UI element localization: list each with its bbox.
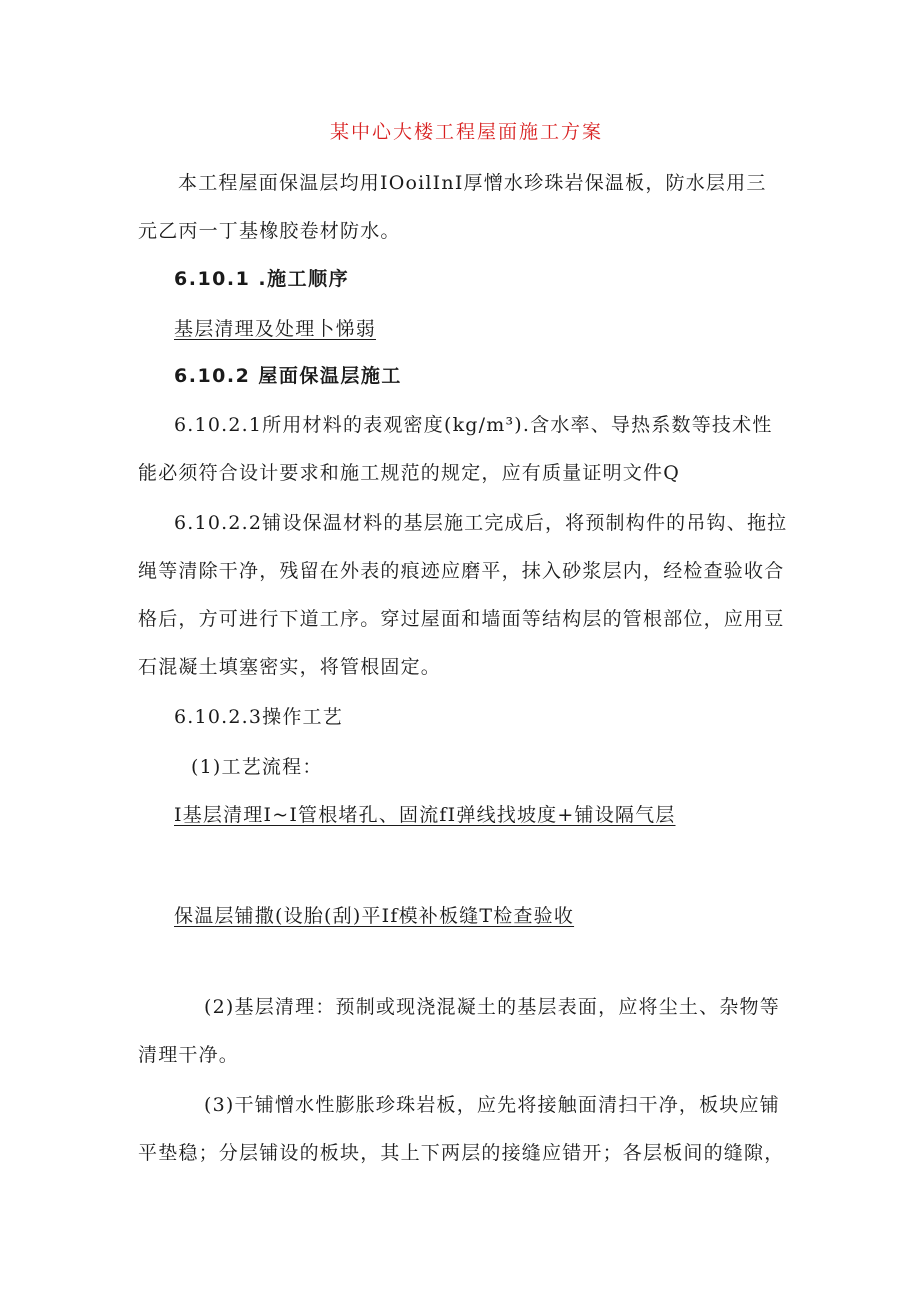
list-item-2-line-1: (2)基层清理：预制或现浇混凝土的基层表面，应将尘土、杂物等	[204, 996, 780, 1018]
process-flow-line-2: 保温层铺撒(设胎(刮)平If模补板缝T检查验收	[174, 905, 575, 927]
intro-paragraph-line-2: 元乙丙一丁基橡胶卷材防水。	[138, 220, 401, 242]
construction-sequence-text: 基层清理及处理卜悌弱	[174, 318, 377, 340]
list-item-3-line-2: 平垫稳；分层铺设的板块，其上下两层的接缝应错开；各层板间的缝隙，	[138, 1142, 785, 1164]
section-heading-6-10-2: 6.10.2 屋面保温层施工	[174, 365, 402, 387]
paragraph-6-10-2-2-line-3: 格后，方可进行下道工序。穿过屋面和墙面等结构层的管根部位，应用豆	[138, 608, 785, 630]
intro-paragraph-line-1: 本工程屋面保温层均用IOoilInI厚憎水珍珠岩保温板，防水层用三	[178, 172, 767, 194]
paragraph-6-10-2-2-line-1: 6.10.2.2铺设保温材料的基层施工完成后，将预制构件的吊钩、拖拉	[174, 512, 788, 534]
paragraph-6-10-2-2-line-4: 石混凝土填塞密实，将管根固定。	[138, 656, 442, 678]
section-heading-6-10-1: 6.10.1 .施工顺序	[174, 268, 350, 290]
paragraph-6-10-2-1-line-2: 能必须符合设计要求和施工规范的规定，应有质量证明文件Q	[138, 462, 680, 484]
process-flow-line-1: I基层清理I~I管根堵孔、固流fI弹线找坡度+铺设隔气层	[174, 804, 676, 826]
paragraph-6-10-2-1-line-1: 6.10.2.1所用材料的表观密度(kg/m³).含水率、导热系数等技术性	[174, 414, 773, 436]
list-item-3-line-1: (3)干铺憎水性膨胀珍珠岩板，应先将接触面清扫干净，板块应铺	[204, 1094, 780, 1116]
document-title: 某中心大楼工程屋面施工方案	[330, 121, 604, 143]
list-item-1-label: (1)工艺流程：	[191, 756, 323, 778]
list-item-2-line-2: 清理干净。	[138, 1044, 240, 1066]
paragraph-6-10-2-3: 6.10.2.3操作工艺	[174, 706, 343, 728]
paragraph-6-10-2-2-line-2: 绳等清除干净，残留在外表的痕迹应磨平，抹入砂浆层内，经检查验收合	[138, 560, 785, 582]
